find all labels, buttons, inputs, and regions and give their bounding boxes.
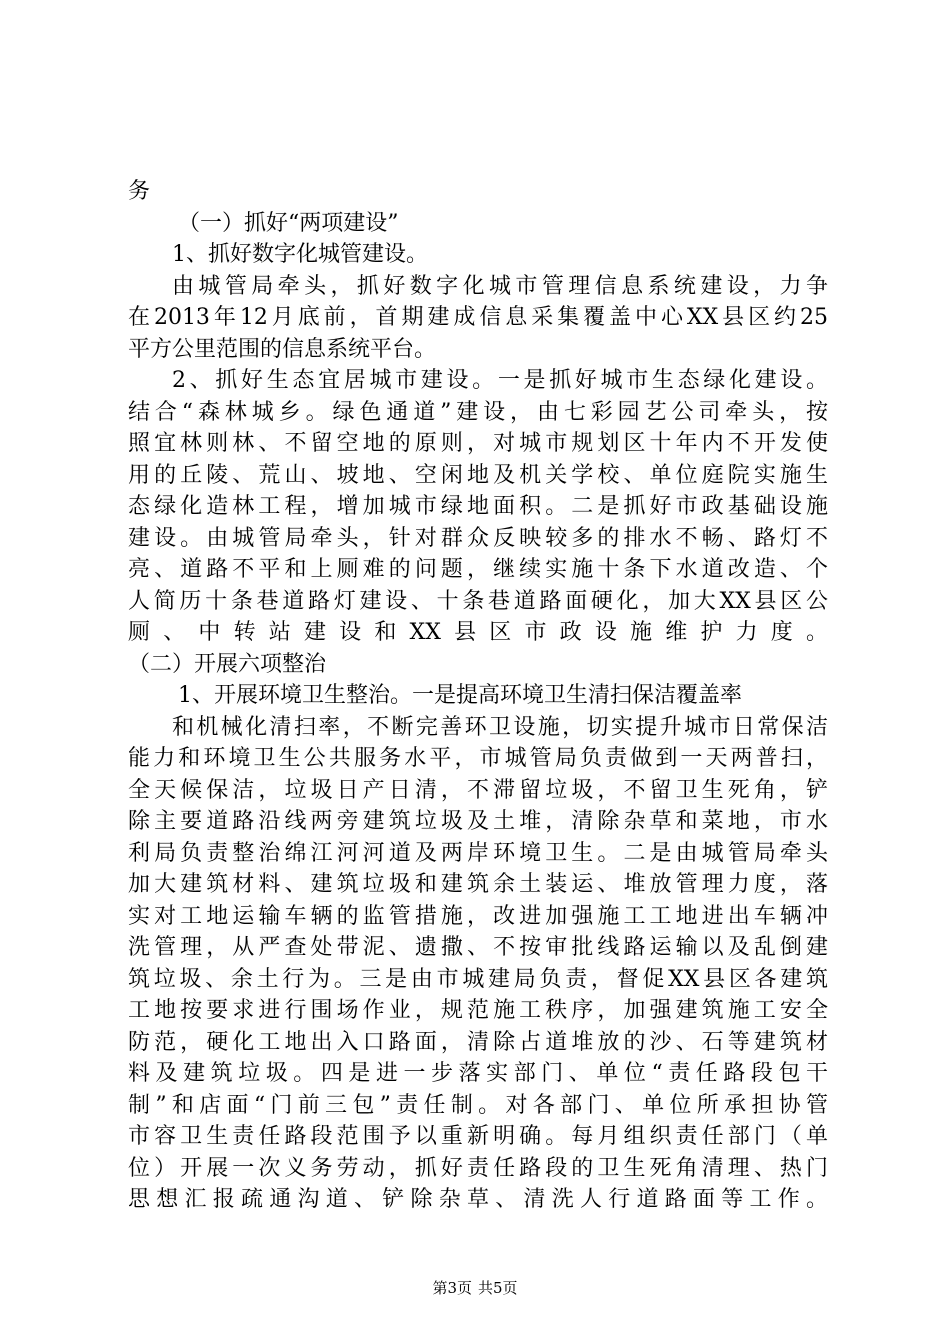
text-line: 思想汇报疏通沟道、铲除杂草、清洗人行道路面等工作。 xyxy=(128,1187,828,1212)
text-line: 全天候保洁，垃圾日产日清，不滞留垃圾，不留卫生死角，铲 xyxy=(128,777,828,803)
text-line: 厕、中转站建设和XX县区市政设施维护力度。 xyxy=(128,620,828,645)
subsection-heading: 1、抓好数字化城管建设。 xyxy=(172,242,428,267)
text-line: 洗管理，从严查处带泥、遗撒、不按审批线路运输以及乱倒建 xyxy=(128,935,828,960)
section-heading: （一）抓好“两项建设” xyxy=(178,210,399,236)
text-line: （二）开展六项整治 xyxy=(128,651,327,677)
page-total: 共5页 xyxy=(478,1279,518,1297)
text-line: 防范，硬化工地出入口路面，清除占道堆放的沙、石等建筑材 xyxy=(128,1029,828,1055)
text-line: 结合“森林城乡。绿色通道”建设，由七彩园艺公司牵头，按 xyxy=(128,399,828,425)
page-footer xyxy=(0,1278,950,1298)
text-line: 能力和环境卫生公共服务水平，市城管局负责做到一天两普扫， xyxy=(128,746,828,771)
text-line: 由城管局牵头，抓好数字化城市管理信息系统建设，力争 xyxy=(172,273,828,299)
text-line: 市容卫生责任路段范围予以重新明确。每月组织责任部门（单 xyxy=(128,1124,828,1149)
text-line: 位）开展一次义务劳动，抓好责任路段的卫生死角清理、热门 xyxy=(128,1155,828,1181)
text-line: 人简历十条巷道路灯建设、十条巷道路面硬化，加大XX县区公 xyxy=(128,588,828,614)
text-line: 加大建筑材料、建筑垃圾和建筑余土装运、堆放管理力度，落 xyxy=(128,872,828,897)
text-line: 和机械化清扫率，不断完善环卫设施，切实提升城市日常保洁 xyxy=(172,714,828,740)
text-line: 利局负责整治绵江河河道及两岸环境卫生。二是由城管局牵头 xyxy=(128,840,828,866)
text-line: 亮、道路不平和上厕难的问题，继续实施十条下水道改造、个 xyxy=(128,557,828,582)
text-line: 平方公里范围的信息系统平台。 xyxy=(128,336,437,362)
section-heading: 1、开展环境卫生整治。一是提高环境卫生清扫保洁覆盖率 xyxy=(178,683,742,708)
text-line: 用的丘陵、荒山、坡地、空闲地及机关学校、单位庭院实施生 xyxy=(128,462,828,488)
text-line: 筑垃圾、余土行为。三是由市城建局负责，督促XX县区各建筑 xyxy=(128,966,828,992)
text-line: 除主要道路沿线两旁建筑垃圾及土堆，清除杂草和菜地，市水 xyxy=(128,809,828,834)
page-number: 第3页 xyxy=(432,1279,472,1297)
text-line: 在2013年12月底前，首期建成信息采集覆盖中心XX县区约25 xyxy=(128,305,828,330)
text-line: 制”和店面“门前三包”责任制。对各部门、单位所承担协管 xyxy=(128,1092,828,1118)
text-line: 务 xyxy=(128,179,151,204)
text-line: 实对工地运输车辆的监管措施，改进加强施工工地进出车辆冲 xyxy=(128,903,828,929)
text-line: 2、抓好生态宜居城市建设。一是抓好城市生态绿化建设。 xyxy=(172,368,828,393)
document-body xyxy=(128,176,828,1216)
text-line: 照宜林则林、不留空地的原则，对城市规划区十年内不开发使 xyxy=(128,431,828,456)
text-line: 料及建筑垃圾。四是进一步落实部门、单位“责任路段包干 xyxy=(128,1061,828,1086)
text-line: 工地按要求进行围场作业，规范施工秩序，加强建筑施工安全 xyxy=(128,998,828,1023)
text-line: 态绿化造林工程，增加城市绿地面积。二是抓好市政基础设施 xyxy=(128,494,828,519)
text-line: 建设。由城管局牵头，针对群众反映较多的排水不畅、路灯不 xyxy=(128,525,828,551)
